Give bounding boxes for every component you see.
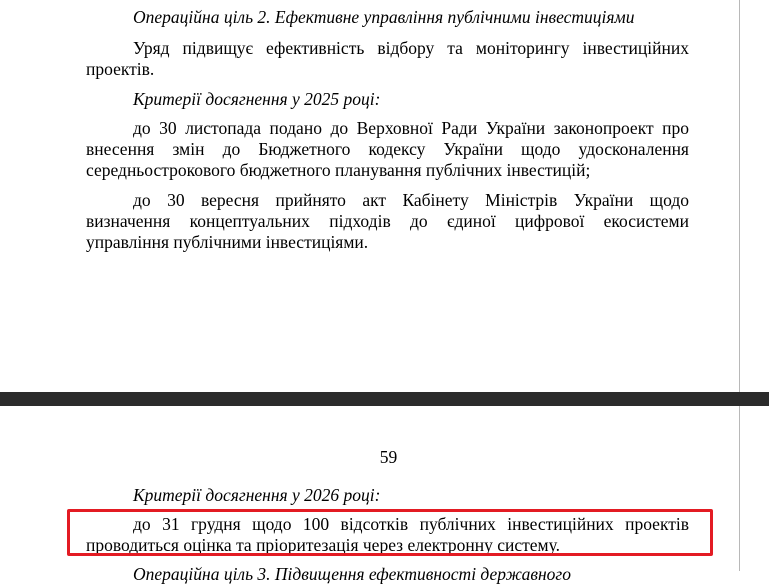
red-highlight-box <box>67 509 713 556</box>
page-number: 59 <box>379 447 398 467</box>
criteria-item-2-line-1: до 30 вересня прийнято акт Кабінету Міністрів України щодо <box>133 190 689 210</box>
intro-text-line-1: Уряд підвищує ефективність відбору та моніторингу інвестиційних <box>133 38 689 58</box>
criteria-2026-heading: Критерії досягнення у 2026 році: <box>133 485 381 505</box>
intro-text-line-2: проектів. <box>86 59 155 79</box>
criteria-item-2-line-3: управління публічними інвестиціями. <box>86 232 369 252</box>
criteria-2025-heading: Критерії досягнення у 2025 році: <box>133 89 381 109</box>
criteria-2026-item-line-1: до 31 грудня щодо 100 відсотків публічних інвестиційних проектів <box>133 514 689 534</box>
criteria-2026-item-line-2: проводиться оцінка та пріоритезація через електронну систему. <box>86 535 560 555</box>
criteria-item-1-line-1: до 30 листопада подано до Верховної Ради України законопроект про <box>133 118 689 138</box>
operational-goal-heading: Операційна ціль 2. Ефективне управління публічними інвестиціями <box>133 7 635 27</box>
criteria-item-2-line-2: визначення концептуальних підходів до єдиної цифрової екосистеми <box>86 211 689 231</box>
page-separator <box>0 392 769 406</box>
next-goal-heading-partial: Операційна ціль 3. Підвищення ефективності державного <box>133 564 571 584</box>
criteria-item-1-line-3: середньострокового бюджетного планування публічних інвестицій; <box>86 160 591 180</box>
criteria-item-1-line-2: внесення змін до Бюджетного кодексу України щодо удосконалення <box>86 139 689 159</box>
